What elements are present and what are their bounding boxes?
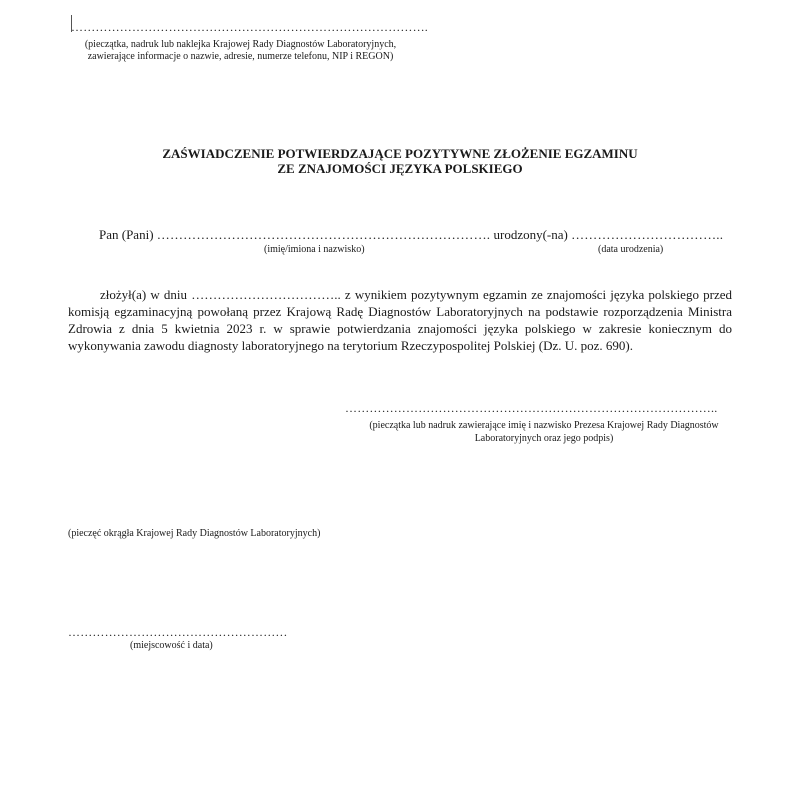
- round-seal-caption: (pieczęć okrągła Krajowej Rady Diagnostów Laboratoryjnych): [68, 528, 321, 539]
- document-title: [100, 146, 700, 176]
- label-passed: złożył(a) w dniu: [100, 287, 188, 302]
- name-line: [99, 227, 723, 243]
- president-signature-caption: (pieczątka lub nadruk zawierające imię i nazwisko Prezesa Krajowej Rady Diagnostów Laboratoryjnych oraz jego podpis): [369, 420, 719, 444]
- place-date-fill-line: ………………………………………………: [68, 625, 288, 639]
- birth-date-caption: (data urodzenia): [598, 244, 664, 255]
- certificate-body: [68, 286, 732, 354]
- stamp-fill-line: …………………………………………………………………………….: [71, 20, 428, 34]
- exam-date-fill-field: ……………………………..: [191, 287, 341, 302]
- president-signature-line: ………………………………………………………………………………..: [345, 401, 718, 415]
- body-text: z wynikiem pozytywnym egzamin ze znajomości języka polskiego przed komisją egzaminacyjną powołaną przez Krajową Radę Diagnostów Laboratoryjnych na podstawie rozporządzenia Ministra Zdrowia z dnia 5 kwietnia 2023 r. w sprawie potwierdzania znajomości języka polskiego w zakresie koniecznym do wykonywania zawodu diagnosty laboratoryjnego na terytorium Rzeczypospolitej Polskiej (Dz. U. poz. 690).: [68, 287, 732, 353]
- name-caption: (imię/imiona i nazwisko): [264, 244, 365, 255]
- label-pan: Pan (Pani): [99, 227, 154, 242]
- place-date-caption: (miejscowość i data): [130, 640, 213, 651]
- stamp-caption: (pieczątka, nadruk lub naklejka Krajowej Rady Diagnostów Laboratoryjnych, zawierające informacje o nazwie, adresie, numerze telefonu, NIP i REGON): [84, 39, 397, 62]
- title-line-2: ZE ZNAJOMOŚCI JĘZYKA POLSKIEGO: [277, 161, 523, 176]
- birth-date-fill-field: ……………………………..: [571, 227, 724, 242]
- name-fill-field: ………………………………………………………………….: [156, 227, 491, 242]
- label-born: urodzony(-na): [493, 227, 568, 242]
- title-line-1: ZAŚWIADCZENIE POTWIERDZAJĄCE POZYTYWNE ZŁOŻENIE EGZAMINU: [162, 146, 638, 161]
